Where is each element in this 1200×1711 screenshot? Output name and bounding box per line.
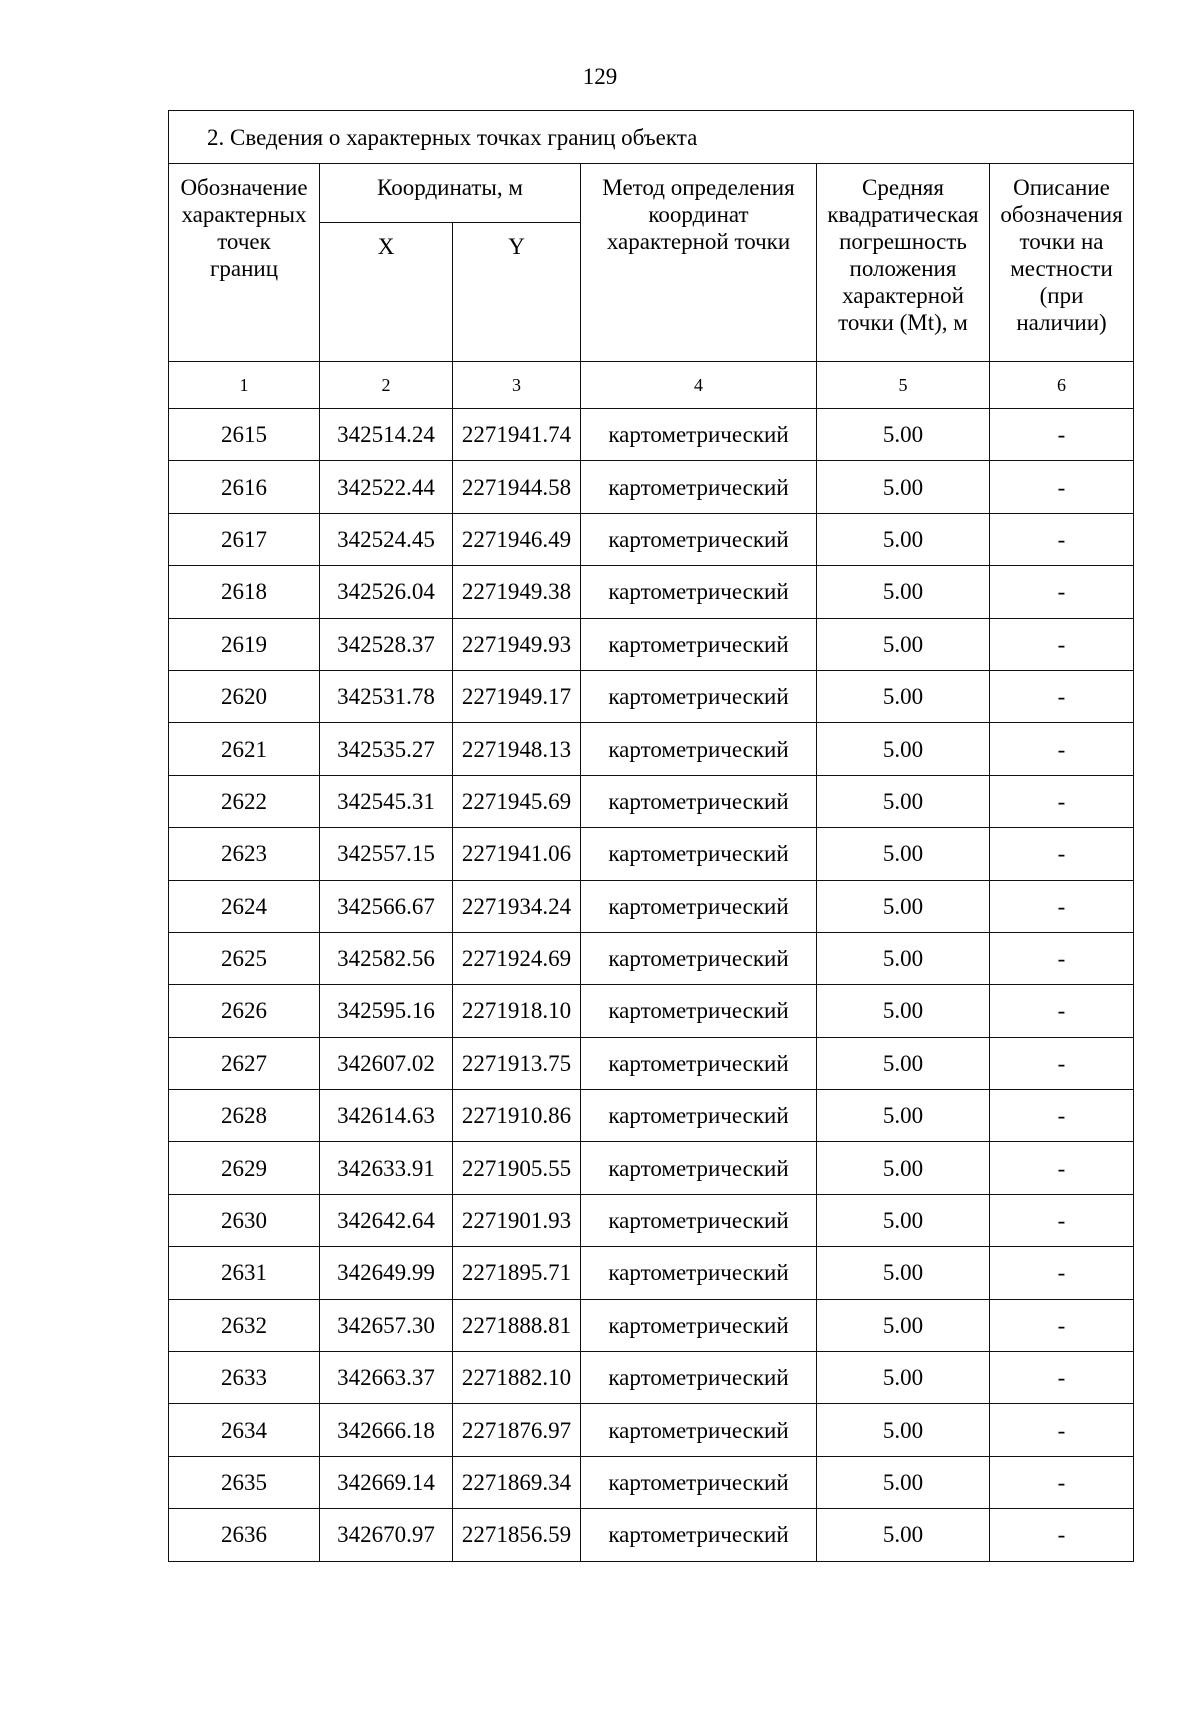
cell-point-id: 2615 [169, 409, 320, 461]
cell-description: - [990, 723, 1134, 775]
cell-description: - [990, 1352, 1134, 1404]
cell-method: картометрический [581, 932, 817, 984]
cell-y: 2271941.74 [453, 409, 581, 461]
cell-method: картометрический [581, 1037, 817, 1089]
cell-point-id: 2631 [169, 1247, 320, 1299]
cell-mt: 5.00 [817, 513, 990, 565]
header-error-line: положения [849, 256, 957, 281]
cell-y: 2271856.59 [453, 1509, 581, 1561]
cell-method: картометрический [581, 985, 817, 1037]
table-row [169, 1142, 1134, 1194]
table-row [169, 1299, 1134, 1351]
cell-x: 342642.64 [320, 1194, 453, 1246]
cell-x: 342535.27 [320, 723, 453, 775]
table-row [169, 461, 1134, 513]
table-row [169, 566, 1134, 618]
column-number: 5 [817, 362, 990, 409]
cell-y: 2271882.10 [453, 1352, 581, 1404]
cell-y: 2271876.97 [453, 1404, 581, 1456]
cell-y: 2271924.69 [453, 932, 581, 984]
table-row [169, 985, 1134, 1037]
header-method [581, 164, 817, 362]
table-row [169, 1509, 1134, 1561]
cell-method: картометрический [581, 828, 817, 880]
header-error-line: погрешность [839, 229, 967, 254]
page-number: 129 [582, 64, 618, 89]
cell-method: картометрический [581, 775, 817, 827]
cell-point-id: 2625 [169, 932, 320, 984]
header-description-line: обозначения [1000, 202, 1123, 227]
cell-point-id: 2617 [169, 513, 320, 565]
table-row [169, 1404, 1134, 1456]
table-row [169, 880, 1134, 932]
table-row [169, 1194, 1134, 1246]
table-row [169, 1090, 1134, 1142]
cell-mt: 5.00 [817, 828, 990, 880]
header-error [817, 164, 990, 362]
cell-point-id: 2633 [169, 1352, 320, 1404]
cell-y: 2271905.55 [453, 1142, 581, 1194]
cell-mt: 5.00 [817, 1299, 990, 1351]
cell-description: - [990, 566, 1134, 618]
cell-method: картометрический [581, 1352, 817, 1404]
cell-x: 342607.02 [320, 1037, 453, 1089]
cell-x: 342666.18 [320, 1404, 453, 1456]
cell-y: 2271948.13 [453, 723, 581, 775]
cell-y: 2271946.49 [453, 513, 581, 565]
cell-method: картометрический [581, 1090, 817, 1142]
cell-method: картометрический [581, 409, 817, 461]
header-description-line: точки на [1019, 229, 1104, 254]
table-row [169, 723, 1134, 775]
cell-y: 2271944.58 [453, 461, 581, 513]
cell-mt: 5.00 [817, 461, 990, 513]
cell-y: 2271888.81 [453, 1299, 581, 1351]
cell-method: картометрический [581, 1247, 817, 1299]
cell-point-id: 2630 [169, 1194, 320, 1246]
cell-description: - [990, 985, 1134, 1037]
cell-x: 342649.99 [320, 1247, 453, 1299]
cell-method: картометрический [581, 1456, 817, 1508]
header-row-1 [169, 164, 1134, 223]
cell-mt: 5.00 [817, 566, 990, 618]
cell-y: 2271910.86 [453, 1090, 581, 1142]
cell-y: 2271941.06 [453, 828, 581, 880]
cell-y: 2271949.93 [453, 618, 581, 670]
header-method-line: Метод определения [602, 175, 795, 200]
header-description-line: (при [1039, 283, 1084, 308]
cell-description: - [990, 1404, 1134, 1456]
header-designation-line: характерных [181, 202, 307, 227]
cell-point-id: 2622 [169, 775, 320, 827]
cell-x: 342531.78 [320, 670, 453, 722]
column-number: 1 [169, 362, 320, 409]
cell-y: 2271949.17 [453, 670, 581, 722]
cell-mt: 5.00 [817, 670, 990, 722]
cell-mt: 5.00 [817, 618, 990, 670]
cell-method: картометрический [581, 1404, 817, 1456]
cell-method: картометрический [581, 618, 817, 670]
cell-mt: 5.00 [817, 880, 990, 932]
cell-method: картометрический [581, 1142, 817, 1194]
header-designation-line: точек [217, 229, 271, 254]
cell-x: 342633.91 [320, 1142, 453, 1194]
cell-description: - [990, 932, 1134, 984]
header-designation-line: границ [209, 256, 279, 281]
cell-description: - [990, 670, 1134, 722]
cell-x: 342545.31 [320, 775, 453, 827]
header-description [990, 164, 1134, 362]
cell-y: 2271949.38 [453, 566, 581, 618]
cell-method: картометрический [581, 1194, 817, 1246]
cell-description: - [990, 1142, 1134, 1194]
cell-x: 342557.15 [320, 828, 453, 880]
cell-method: картометрический [581, 723, 817, 775]
cell-y: 2271934.24 [453, 880, 581, 932]
cell-point-id: 2620 [169, 670, 320, 722]
cell-mt: 5.00 [817, 775, 990, 827]
table-row [169, 1352, 1134, 1404]
cell-description: - [990, 461, 1134, 513]
header-error-line: квадратическая [827, 202, 979, 227]
cell-mt: 5.00 [817, 932, 990, 984]
cell-point-id: 2619 [169, 618, 320, 670]
header-designation-line: Обозначение [180, 175, 308, 200]
cell-point-id: 2627 [169, 1037, 320, 1089]
cell-point-id: 2616 [169, 461, 320, 513]
header-method-line: характерной точки [606, 229, 791, 254]
cell-mt: 5.00 [817, 1142, 990, 1194]
header-designation [169, 164, 320, 362]
column-number-row [169, 362, 1134, 409]
cell-mt: 5.00 [817, 409, 990, 461]
header-error-line: характерной [842, 283, 964, 308]
header-description-line: местности [1010, 256, 1113, 281]
header-coordinates: Координаты, м [320, 164, 581, 223]
cell-point-id: 2628 [169, 1090, 320, 1142]
cell-mt: 5.00 [817, 1090, 990, 1142]
cell-x: 342514.24 [320, 409, 453, 461]
cell-method: картометрический [581, 1509, 817, 1561]
table-row [169, 828, 1134, 880]
cell-description: - [990, 1090, 1134, 1142]
cell-x: 342566.67 [320, 880, 453, 932]
cell-method: картометрический [581, 1299, 817, 1351]
header-description-line: Описание [1013, 175, 1110, 200]
cell-method: картометрический [581, 513, 817, 565]
table-row [169, 1247, 1134, 1299]
cell-mt: 5.00 [817, 1194, 990, 1246]
cell-point-id: 2635 [169, 1456, 320, 1508]
column-number: 6 [990, 362, 1134, 409]
cell-mt: 5.00 [817, 985, 990, 1037]
header-y: Y [453, 223, 581, 362]
cell-point-id: 2634 [169, 1404, 320, 1456]
cell-mt: 5.00 [817, 1509, 990, 1561]
cell-mt: 5.00 [817, 1352, 990, 1404]
cell-x: 342524.45 [320, 513, 453, 565]
cell-point-id: 2618 [169, 566, 320, 618]
header-method-line: координат [648, 202, 749, 227]
cell-y: 2271901.93 [453, 1194, 581, 1246]
cell-description: - [990, 1037, 1134, 1089]
cell-point-id: 2629 [169, 1142, 320, 1194]
cell-description: - [990, 1509, 1134, 1561]
table-row [169, 670, 1134, 722]
cell-method: картометрический [581, 880, 817, 932]
cell-point-id: 2636 [169, 1509, 320, 1561]
cell-y: 2271913.75 [453, 1037, 581, 1089]
cell-description: - [990, 618, 1134, 670]
table-row [169, 513, 1134, 565]
table-row [169, 409, 1134, 461]
header-x: X [320, 223, 453, 362]
table-row [169, 618, 1134, 670]
header-error-line: точки (Mt), м [838, 310, 968, 335]
caption-row [169, 111, 1134, 164]
column-number: 3 [453, 362, 581, 409]
header-description-line: наличии) [1016, 310, 1107, 335]
cell-mt: 5.00 [817, 1404, 990, 1456]
cell-y: 2271918.10 [453, 985, 581, 1037]
cell-method: картометрический [581, 461, 817, 513]
boundary-points-table [168, 110, 1134, 1562]
table-row [169, 775, 1134, 827]
cell-mt: 5.00 [817, 723, 990, 775]
cell-point-id: 2632 [169, 1299, 320, 1351]
cell-point-id: 2621 [169, 723, 320, 775]
cell-description: - [990, 1247, 1134, 1299]
cell-x: 342670.97 [320, 1509, 453, 1561]
table-row [169, 932, 1134, 984]
cell-y: 2271869.34 [453, 1456, 581, 1508]
cell-mt: 5.00 [817, 1037, 990, 1089]
cell-x: 342614.63 [320, 1090, 453, 1142]
cell-point-id: 2624 [169, 880, 320, 932]
table-row [169, 1037, 1134, 1089]
cell-method: картометрический [581, 670, 817, 722]
cell-mt: 5.00 [817, 1247, 990, 1299]
cell-description: - [990, 513, 1134, 565]
column-number: 2 [320, 362, 453, 409]
section-caption: 2. Сведения о характерных точках границ объекта [169, 111, 1134, 164]
cell-x: 342528.37 [320, 618, 453, 670]
cell-mt: 5.00 [817, 1456, 990, 1508]
header-error-line: Средняя [862, 175, 944, 200]
cell-description: - [990, 775, 1134, 827]
cell-description: - [990, 828, 1134, 880]
cell-description: - [990, 409, 1134, 461]
column-number: 4 [581, 362, 817, 409]
cell-y: 2271895.71 [453, 1247, 581, 1299]
cell-y: 2271945.69 [453, 775, 581, 827]
cell-point-id: 2623 [169, 828, 320, 880]
cell-x: 342582.56 [320, 932, 453, 984]
cell-description: - [990, 1299, 1134, 1351]
cell-description: - [990, 880, 1134, 932]
cell-x: 342663.37 [320, 1352, 453, 1404]
cell-x: 342595.16 [320, 985, 453, 1037]
cell-description: - [990, 1194, 1134, 1246]
cell-x: 342522.44 [320, 461, 453, 513]
table-row [169, 1456, 1134, 1508]
cell-point-id: 2626 [169, 985, 320, 1037]
cell-x: 342669.14 [320, 1456, 453, 1508]
cell-method: картометрический [581, 566, 817, 618]
cell-x: 342657.30 [320, 1299, 453, 1351]
cell-x: 342526.04 [320, 566, 453, 618]
cell-description: - [990, 1456, 1134, 1508]
